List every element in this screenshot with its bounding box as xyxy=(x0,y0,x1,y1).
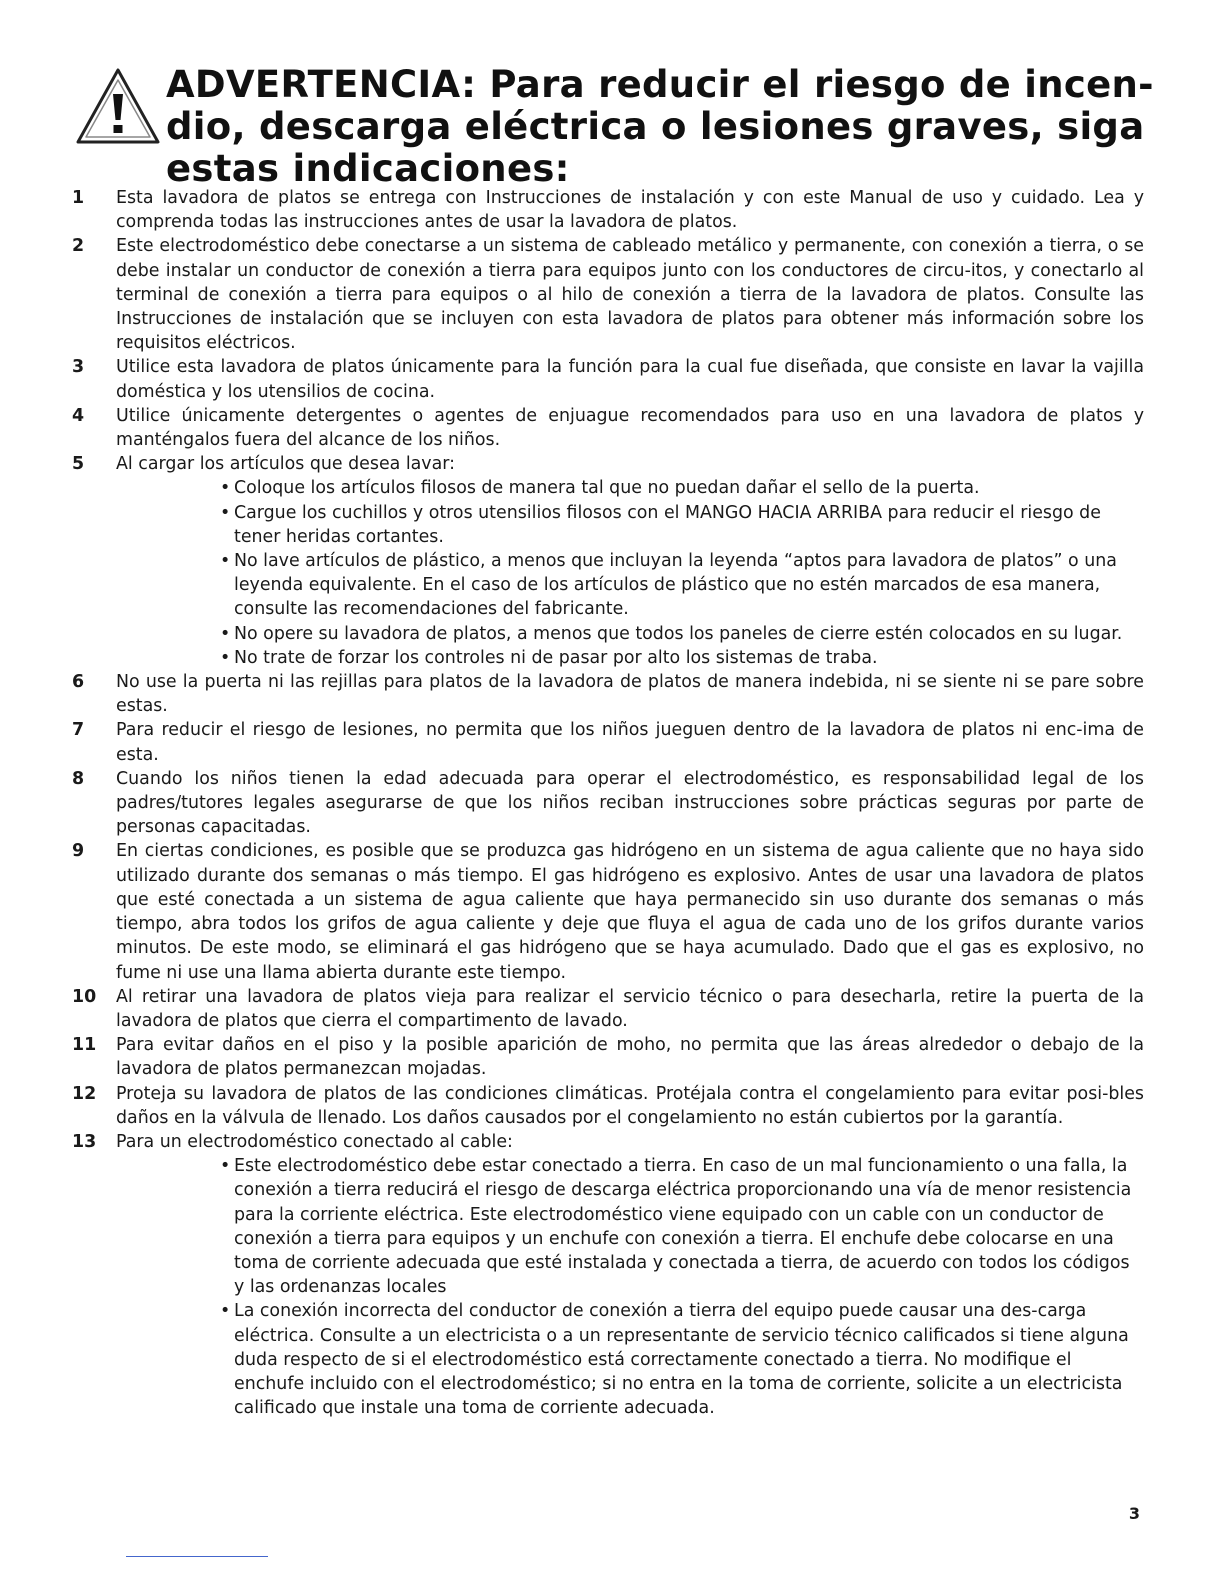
list-item xyxy=(72,670,1144,718)
bullet-item: • No trate de forzar los controles ni de pasar por alto los sistemas de traba. xyxy=(220,646,1144,670)
list-item xyxy=(72,839,1144,984)
item-text: En ciertas condiciones, es posible que se produzca gas hidrógeno en un sistema de agua caliente que no haya sido utilizado durante dos semanas o más tiempo. El gas hidrógeno es explosivo. Antes de usar una lavadora de platos que esté conectada a un sistema de agua caliente que haya permanecido sin uso durante dos semanas o más tiempo, abra todos los grifos de agua caliente y deje que fluya el agua de cada uno de los grifos durante varios minutos. De este modo, se eliminará el gas hidrógeno que se haya acumulado. Dado que el gas es explosivo, no fume ni use una llama abierta durante este tiempo. xyxy=(116,841,1144,983)
item-number: 4 xyxy=(72,405,85,426)
item-text: Para un electrodoméstico conectado al cable: xyxy=(116,1131,513,1152)
item-text: Esta lavadora de platos se entrega con Instrucciones de instalación y con este Manual de uso y cuidado. Lea y comprenda todas las instrucciones antes de usar la lavadora de platos. xyxy=(116,188,1144,233)
list-item xyxy=(72,718,1144,766)
bullet-item: • Coloque los artículos filosos de manera tal que no puedan dañar el sello de la puerta. xyxy=(220,476,1144,500)
bullet-list xyxy=(220,476,1144,670)
list-item xyxy=(72,767,1144,840)
bullet-item: • No lave artículos de plástico, a menos que incluyan la leyenda “aptos para lavadora de platos” o una leyenda equivalente. En el caso de los artículos de plástico que no estén marcados de esa manera, consulte las recomendaciones del fabricante. xyxy=(220,549,1144,622)
list-item xyxy=(72,452,1144,670)
item-text: Al cargar los artículos que desea lavar: xyxy=(116,454,455,475)
list-item xyxy=(72,186,1144,234)
item-text: Utilice únicamente detergentes o agentes de enjuague recomendados para uso en una lavadora de platos y manténgalos fuera del alcance de los niños. xyxy=(116,405,1144,451)
bullet-item: • No opere su lavadora de platos, a menos que todos los paneles de cierre estén colocados en su lugar. xyxy=(220,622,1144,646)
list-item xyxy=(72,985,1144,1033)
list-item xyxy=(72,1033,1144,1081)
item-text: Proteja su lavadora de platos de las condiciones climáticas. Protéjala contra el congelamiento para evitar posi-bles daños en la válvula de llenado. Los daños causados por el congelamiento no están cubiertos por la garantía. xyxy=(116,1083,1144,1128)
item-number: 11 xyxy=(72,1035,97,1056)
item-text: Cuando los niños tienen la edad adecuada para operar el electrodoméstico, es responsabilidad legal de los padres/tutores legales asegurarse de que los niños reciban instrucciones sobre prácticas seguras por parte de personas capacitadas. xyxy=(116,768,1144,838)
item-number: 9 xyxy=(72,841,85,862)
item-text: No use la puerta ni las rejillas para platos de la lavadora de platos de manera indebida, ni se siente ni se pare sobre estas. xyxy=(116,672,1144,717)
item-number: 2 xyxy=(72,236,85,257)
warning-triangle-icon xyxy=(74,66,162,146)
item-text: Al retirar una lavadora de platos vieja para realizar el servicio técnico o para desecharla, retire la puerta de la lavadora de platos que cierra el compartimento de lavado. xyxy=(116,986,1144,1031)
list-item xyxy=(72,1082,1144,1130)
bullet-item: • La conexión incorrecta del conductor de conexión a tierra del equipo puede causar una des-carga eléctrica. Consulte a un electricista o a un representante de servicio técnico calificados si tiene alguna duda respecto de si el electrodoméstico está correctamente conectado a tierra. No modifique el enchufe incluido con el electrodoméstico; si no entra en la toma de corriente, solicite a un electricista calificado que instale una toma de corriente adecuada. xyxy=(220,1299,1144,1420)
safety-instructions-list xyxy=(72,186,1144,1420)
list-item xyxy=(72,355,1144,403)
list-item xyxy=(72,404,1144,452)
list-item xyxy=(72,1130,1144,1420)
item-number: 12 xyxy=(72,1083,97,1104)
item-number: 5 xyxy=(72,454,85,475)
item-number: 10 xyxy=(72,986,97,1007)
item-number: 7 xyxy=(72,720,85,741)
warning-heading: ADVERTENCIA: Para reducir el riesgo de incen-dio, descarga eléctrica o lesiones graves, siga estas indicaciones: xyxy=(166,63,1154,190)
footer-rule xyxy=(126,1556,268,1557)
item-text: Este electrodoméstico debe conectarse a un sistema de cableado metálico y permanente, con conexión a tierra, o se debe instalar un conductor de conexión a tierra para equipos junto con los conductores de circu-itos, y conectarlo al terminal de conexión a tierra para equipos o al hilo de conexión a tierra de la lavadora de platos. Consulte las Instrucciones de instalación que se incluyen con esta lavadora de platos para obtener más información sobre los requisitos eléctricos. xyxy=(116,236,1144,354)
item-number: 3 xyxy=(72,357,85,378)
item-number: 6 xyxy=(72,672,85,693)
item-number: 1 xyxy=(72,188,85,208)
bullet-item: • Cargue los cuchillos y otros utensilios filosos con el MANGO HACIA ARRIBA para reducir el riesgo de tener heridas cortantes. xyxy=(220,501,1144,549)
bullet-list xyxy=(220,1154,1144,1420)
list-item xyxy=(72,234,1144,355)
item-text: Para reducir el riesgo de lesiones, no permita que los niños jueguen dentro de la lavadora de platos ni enc-ima de esta. xyxy=(116,720,1144,765)
item-number: 13 xyxy=(72,1131,97,1152)
item-text: Utilice esta lavadora de platos únicamente para la función para la cual fue diseñada, que consiste en lavar la vajilla doméstica y los utensilios de cocina. xyxy=(116,357,1144,402)
bullet-item: • Este electrodoméstico debe estar conectado a tierra. En caso de un mal funcionamiento o una falla, la conexión a tierra reducirá el riesgo de descarga eléctrica proporcionando una vía de menor resistencia para la corriente eléctrica. Este electrodoméstico viene equipado con un cable con un conductor de conexión a tierra para equipos y un enchufe con conexión a tierra. El enchufe debe colocarse en una toma de corriente adecuada que esté instalada y conectada a tierra, de acuerdo con todos los códigos y las ordenanzas locales xyxy=(220,1154,1144,1299)
page-number: 3 xyxy=(1128,1504,1140,1523)
item-number: 8 xyxy=(72,768,85,789)
item-text: Para evitar daños en el piso y la posible aparición de moho, no permita que las áreas alrededor o debajo de la lavadora de platos permanezcan mojadas. xyxy=(116,1035,1144,1080)
